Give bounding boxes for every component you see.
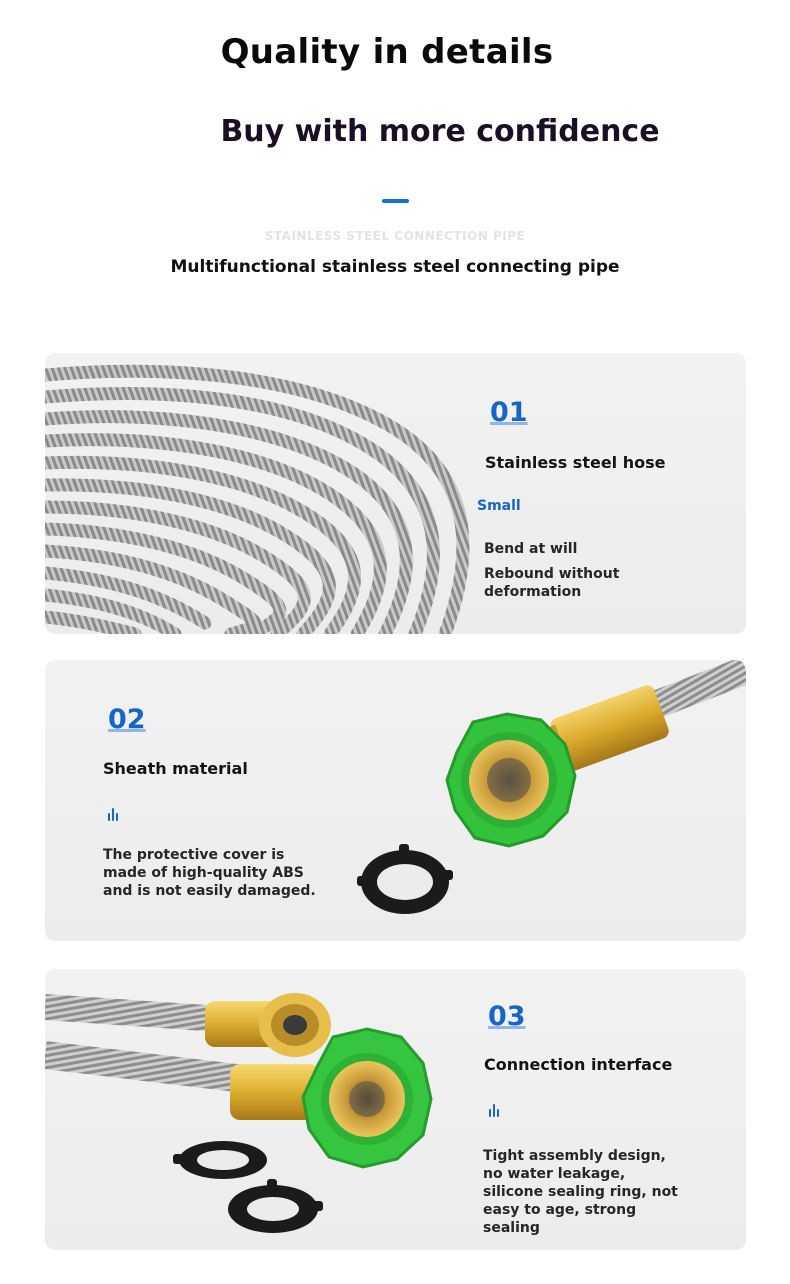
feature-tag: Small — [477, 498, 521, 514]
page-title-text: Quality in details — [220, 32, 554, 72]
feature-card-sheath — [45, 660, 746, 941]
feature-title: Connection interface — [484, 1055, 673, 1074]
section-title: Multifunctional stainless steel connecting pipe — [170, 257, 620, 277]
bars-icon — [488, 1104, 502, 1118]
feature-desc: Rebound without deformation — [484, 566, 620, 600]
feature-number: 02 — [108, 704, 146, 735]
feature-desc: Tight assembly design, no water leakage, silicone sealing ring, not easy to age, strong sealing — [483, 1148, 678, 1236]
feature-title: Sheath material — [103, 759, 248, 778]
feature-desc: Bend at will — [484, 541, 578, 557]
page-title — [0, 32, 790, 72]
feature-desc: The protective cover is made of high-quality ABS and is not easily damaged. — [103, 847, 316, 899]
feature-number: 03 — [488, 1001, 526, 1032]
accent-divider — [382, 199, 409, 203]
page-subtitle: Buy with more confidence — [220, 114, 660, 149]
feature-card-hose — [45, 353, 746, 634]
feature-number: 01 — [490, 397, 528, 428]
ghost-heading: STAINLESS STEEL CONNECTION PIPE — [264, 229, 526, 243]
feature-card-interface — [45, 969, 746, 1250]
coiled-hose-image — [45, 353, 746, 634]
feature-title: Stainless steel hose — [485, 453, 666, 472]
bars-icon — [107, 808, 121, 822]
